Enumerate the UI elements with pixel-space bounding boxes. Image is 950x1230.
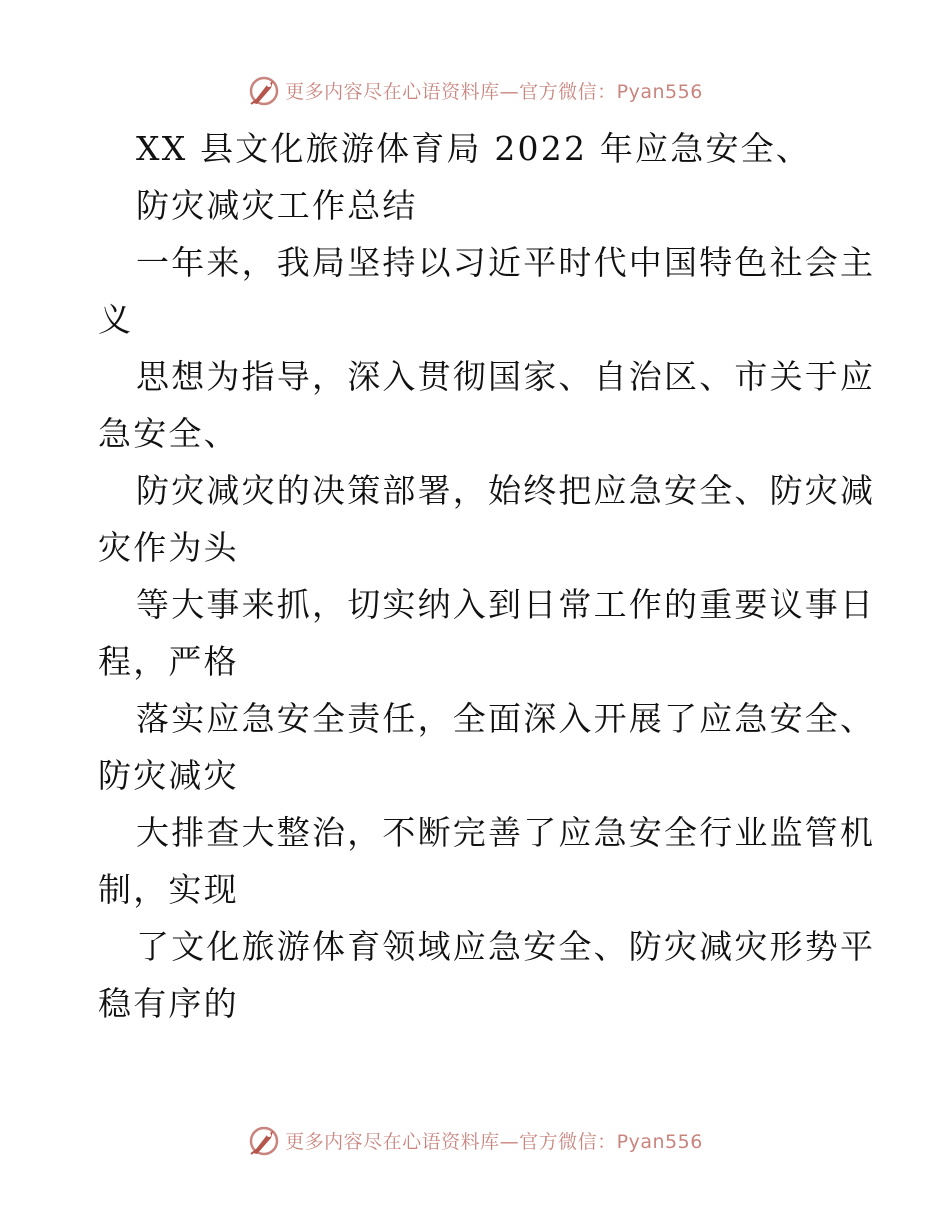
paragraph-line: 灾作为头 <box>98 528 239 567</box>
footer-banner-text: 更多内容尽在心语资料库—官方微信：Pyan556 <box>285 1130 703 1153</box>
paragraph-line: 稳有序的 <box>98 984 239 1023</box>
pen-nib-icon <box>247 1123 281 1157</box>
paragraph-line: 落实应急安全责任，全面深入开展了应急安全、 <box>136 699 876 738</box>
pen-nib-icon <box>247 73 281 107</box>
paragraph-line: 防灾减灾 <box>98 756 239 795</box>
paragraph-line: 等大事来抓，切实纳入到日常工作的重要议事日 <box>136 585 876 624</box>
header-banner <box>0 70 950 110</box>
paragraph-line: 大排查大整治，不断完善了应急安全行业监管机 <box>136 813 876 852</box>
paragraph-line: 防灾减灾的决策部署，始终把应急安全、防灾减 <box>136 471 876 510</box>
title-line-2: 防灾减灾工作总结 <box>136 186 418 225</box>
document-body <box>98 120 876 1032</box>
paragraph-line: 制，实现 <box>98 870 239 909</box>
footer-banner <box>0 1120 950 1160</box>
title-line-1: XX 县文化旅游体育局 2022 年应急安全、 <box>136 129 812 168</box>
paragraph-line: 程，严格 <box>98 642 239 681</box>
paragraph-line: 义 <box>98 300 134 339</box>
header-banner-text: 更多内容尽在心语资料库—官方微信：Pyan556 <box>285 80 703 103</box>
paragraph-line: 思想为指导，深入贯彻国家、自治区、市关于应 <box>136 357 876 396</box>
paragraph-line: 了文化旅游体育领域应急安全、防灾减灾形势平 <box>136 927 876 966</box>
paragraph-line: 急安全、 <box>98 414 239 453</box>
paragraph-line: 一年来，我局坚持以习近平时代中国特色社会主 <box>136 243 876 282</box>
